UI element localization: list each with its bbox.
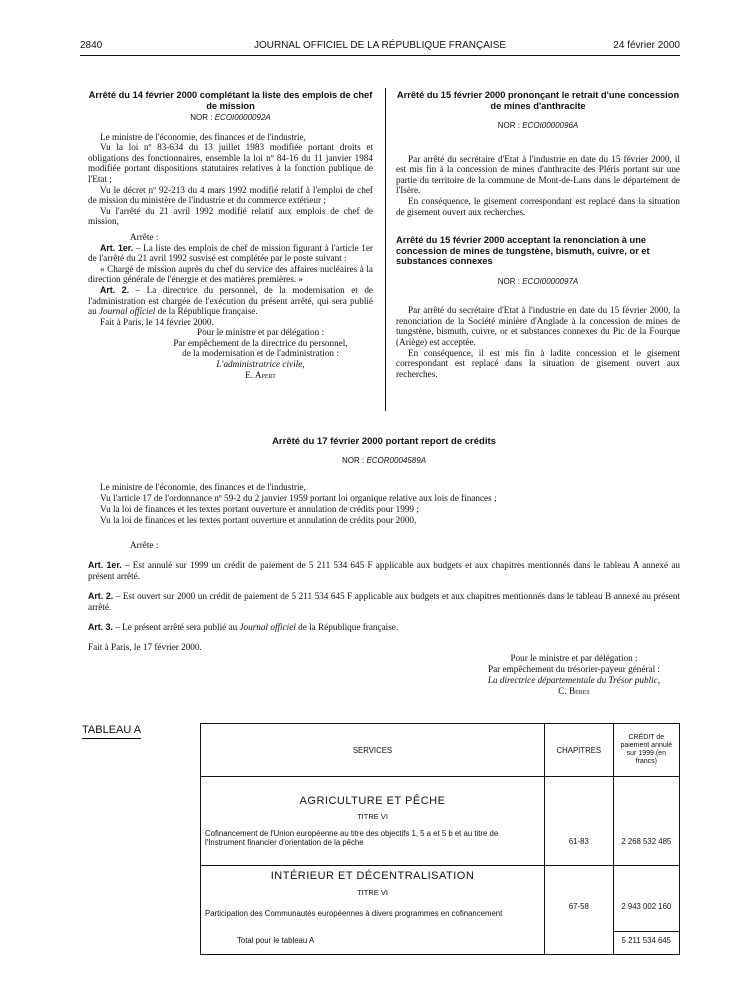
paragraph: Par arrêté du secrétaire d'Etat à l'industrie en date du 15 février 2000, la renonciation de la Société minière d'Anglade à la concession de mines de tungstène, bismuth, cuivre, or et substances connexes du Pic de la Fourque (Ariège) est acceptée. xyxy=(396,305,680,348)
paragraph: En conséquence, il est mis fin à ladite concession et le gisement correspondant est replacé dans la situation de gisement ouvert aux recherches. xyxy=(396,347,680,379)
page-header xyxy=(80,40,680,56)
section-subtitle: TITRE VI xyxy=(357,888,388,898)
main-article xyxy=(88,436,680,696)
table-label: TABLEAU A xyxy=(82,724,141,739)
total-label: Total pour le tableau A xyxy=(201,932,545,955)
article-1: Art. 1er. – La liste des emplois de chef de mission figurant à l'article 1er de l'arrêté du 21 avril 1992 susvisé est complétée par le poste suivant : xyxy=(88,242,373,264)
row-label: Cofinancement de l'Union européenne au titre des objectifs 1, 5 a et 5 b et au titre de l'Instrument financier d'orientation de la pêche xyxy=(205,829,499,847)
paragraph: Le ministre de l'économie, des finances et de l'industrie, xyxy=(100,481,306,492)
paragraph: En conséquence, le gisement correspondant est replacé dans la situation de gisement ouvert aux recherches. xyxy=(396,195,680,217)
col-header-credit: CRÉDIT de paiement annulé sur 1999 (en francs) xyxy=(613,724,679,777)
issue-date: 24 février 2000 xyxy=(613,40,680,51)
fait-line: Fait à Paris, le 17 février 2000. xyxy=(88,641,202,652)
paragraph: Vu le décret nº 92-213 du 4 mars 1992 modifié relatif à l'emploi de chef de mission du ministère de l'industrie et du commerce extérieur ; xyxy=(88,184,373,206)
paragraph: Par arrêté du secrétaire d'Etat à l'industrie en date du 15 février 2000, il est mis fin à la concession de mines d'anthracite des Pléris portant sur une partie du territoire de la commune de Mont-de-Lans dans le département de l'Isère. xyxy=(396,153,680,196)
section-subtitle: TITRE VI xyxy=(357,812,388,821)
article-title: Arrêté du 14 février 2000 complétant la liste des emplois de chef de mission xyxy=(88,90,373,111)
nor-reference: NOR : ECOI0000097A xyxy=(497,276,579,286)
arrete-label: Arrête : xyxy=(130,539,159,550)
table-row xyxy=(201,866,680,932)
article-2: Art. 2. – La directrice du personnel, de la modernisation et de l'administration est chargée de l'exécution du présent arrêté, qui sera publié au Journal officiel de la République française. xyxy=(88,284,373,317)
row-credit: 2 268 532 485 xyxy=(613,777,679,866)
paragraph: Le ministre de l'économie, des finances et de l'industrie, xyxy=(100,131,306,142)
table-total-row xyxy=(201,932,680,955)
article-1: Art. 1er. – Est annulé sur 1999 un crédit de paiement de 5 211 534 645 F applicable aux budgets et aux chapitres mentionnés dans le tableau A annexé au présent arrêté. xyxy=(88,559,680,581)
col-header-chapitres: CHAPITRES xyxy=(545,724,614,777)
row-chapitre: 61-83 xyxy=(545,777,614,866)
col-header-services: SERVICES xyxy=(201,724,545,777)
row-label: Participation des Communautés européennes à divers programmes en cofinancement xyxy=(205,909,503,919)
row-chapitre: 67-58 xyxy=(545,866,614,932)
section-title: AGRICULTURE ET PÊCHE xyxy=(299,795,446,807)
paragraph: Vu la loi de finances et les textes portant ouverture et annulation de crédits pour 1999 ; xyxy=(100,503,419,514)
total-value: 5 211 534 645 xyxy=(613,932,679,955)
paragraph: Vu la loi nº 83-634 du 13 juillet 1983 modifiée portant droits et obligations des fonctionnaires, ensemble la loi nº 84-16 du 11 janvier 1984 modifiée portant dispositions statutaires relatives à la fonction publique de l'Etat ; xyxy=(88,142,373,184)
left-column xyxy=(88,90,373,380)
column-divider xyxy=(385,88,386,411)
header-rule xyxy=(80,55,680,56)
section-title: INTÉRIEUR ET DÉCENTRALISATION xyxy=(270,870,475,883)
paragraph: Vu la loi de finances et les textes portant ouverture et annulation de crédits pour 2000, xyxy=(100,514,417,525)
row-credit: 2 943 002 160 xyxy=(613,866,679,932)
nor-reference: NOR : ECOI0000096A xyxy=(497,121,579,130)
journal-title: JOURNAL OFFICIEL DE LA RÉPUBLIQUE FRANÇAISE xyxy=(253,40,507,51)
credits-table xyxy=(200,723,680,955)
article-title: Arrêté du 15 février 2000 acceptant la renonciation à une concession de mines de tungstène, bismuth, cuivre, or et substances connexes xyxy=(396,235,650,267)
page-number: 2840 xyxy=(80,40,103,51)
nor-reference: NOR : ECOI0000092A xyxy=(190,113,271,122)
table-header-row xyxy=(201,724,680,777)
right-column xyxy=(396,90,680,379)
signature-block: Pour le ministre et par délégation : Par empêchement de la directrice du personnel, de la modernisation et de l'administration : L'administratrice civile, E. Apert xyxy=(173,327,348,380)
table-row xyxy=(201,777,680,866)
article-2: Art. 2. – Est ouvert sur 2000 un crédit de paiement de 5 211 534 645 F applicable aux budgets et aux chapitres mentionnés dans le tableau B annexé au présent arrêté. xyxy=(88,590,680,612)
article-title: Arrêté du 17 février 2000 portant report de crédits xyxy=(272,436,496,447)
paragraph: Vu l'arrêté du 21 avril 1992 modifié relatif aux emplois de chef de mission, xyxy=(88,205,373,227)
fait-line: Fait à Paris, le 14 février 2000. xyxy=(100,316,214,327)
quote: « Chargé de mission auprès du chef du service des affaires nucléaires à la direction générale de l'énergie et des matières premières. » xyxy=(88,263,373,285)
nor-reference: NOR : ECOR0004589A xyxy=(341,455,427,465)
paragraph: Vu l'article 17 de l'ordonnance nº 59-2 du 2 janvier 1959 portant loi organique relative aux lois de finances ; xyxy=(100,492,497,503)
article-title: Arrêté du 15 février 2000 prononçant le retrait d'une concession de mines d'anthracite xyxy=(396,90,680,111)
signature-block: Pour le ministre et par délégation : Par empêchement du trésorier-payeur général : La directrice départementale du Trésor public, C. Beres xyxy=(487,652,661,696)
article-3: Art. 3. – Le présent arrêté sera publié au Journal officiel de la République française. xyxy=(88,621,399,632)
arrete-label: Arrête : xyxy=(130,231,159,242)
